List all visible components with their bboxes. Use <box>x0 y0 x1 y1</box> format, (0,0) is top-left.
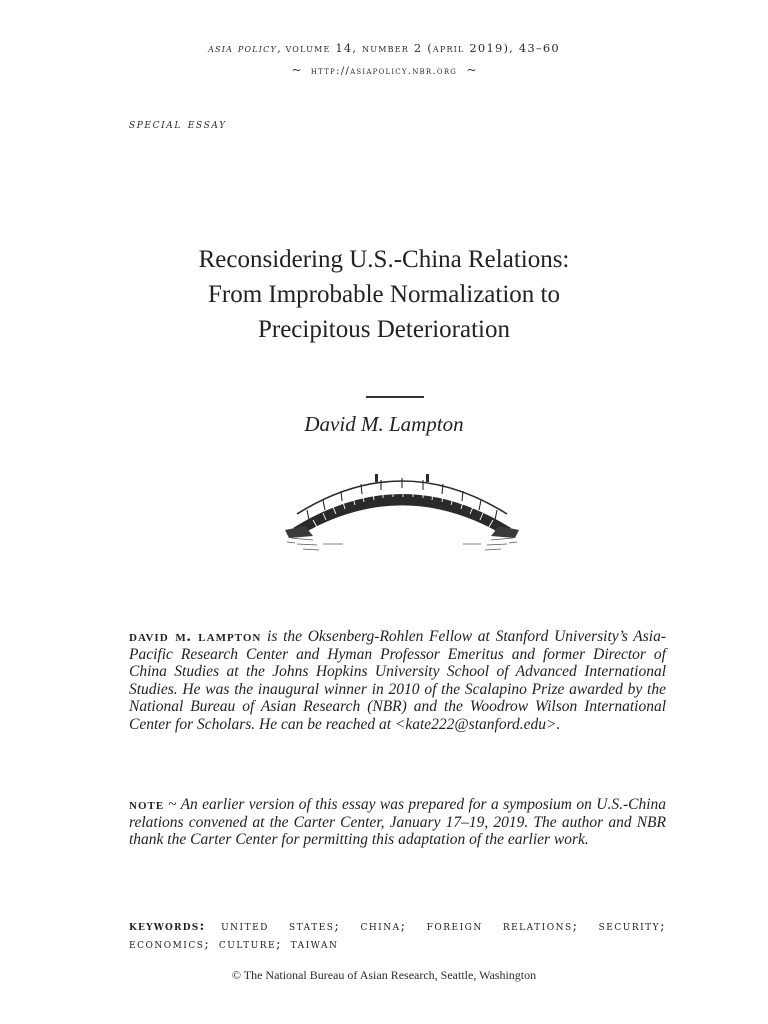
title-line-2: From Improbable Normalization to <box>207 281 560 308</box>
title-line-3: Precipitous Deterioration <box>257 316 510 343</box>
essay-type-label: special essay <box>129 116 227 132</box>
keywords-section <box>129 918 666 954</box>
author-name: David M. Lampton <box>304 412 464 436</box>
tilde-ornament-right: ~ <box>466 63 477 77</box>
bridge-illustration <box>283 470 521 556</box>
tilde-ornament-left: ~ <box>291 63 302 77</box>
note-text: An earlier version of this essay was prepared for a symposium on U.S.-China relations convened at the Carter Center, January 17–19, 2019. The author and NBR thank the Carter Center for permitting this adaptation of the earlier work. <box>129 796 666 849</box>
copyright-notice: © The National Bureau of Asian Research, Seattle, Washington <box>231 968 537 982</box>
article-title <box>100 242 668 347</box>
journal-citation <box>0 41 768 55</box>
bio-text: is the Oksenberg-Rohlen Fellow at Stanford University’s Asia-Pacific Research Center and Hyman Professor Emeritus and former Director of China Studies at the Johns Hopkins University School of Advanced International Studies. He was the inaugural winner in 2010 of the Scalapino Prize awarded by the National Bureau of Asian Research (NBR) and the Woodrow Wilson International Center for Scholars. He can be reached at <kate222@stanford.edu>. <box>129 628 666 733</box>
journal-name: asia policy, <box>208 41 282 55</box>
journal-url: http://asiapolicy.nbr.org <box>310 65 458 77</box>
title-line-1: Reconsidering U.S.-China Relations: <box>198 246 570 273</box>
essay-note <box>129 796 666 849</box>
bio-author-name: david m. lampton <box>129 628 262 645</box>
note-label: note <box>129 796 165 813</box>
author-bio <box>129 628 666 734</box>
journal-url-line <box>0 63 768 77</box>
title-divider <box>366 396 424 398</box>
note-tilde-ornament: ~ <box>168 796 177 813</box>
volume-info: volume 14, number 2 (april 2019), 43–60 <box>285 41 560 55</box>
keywords-list: united states; china; foreign relations; security; economics; culture; taiwan <box>129 919 667 952</box>
keywords-label: keywords: <box>129 919 206 934</box>
